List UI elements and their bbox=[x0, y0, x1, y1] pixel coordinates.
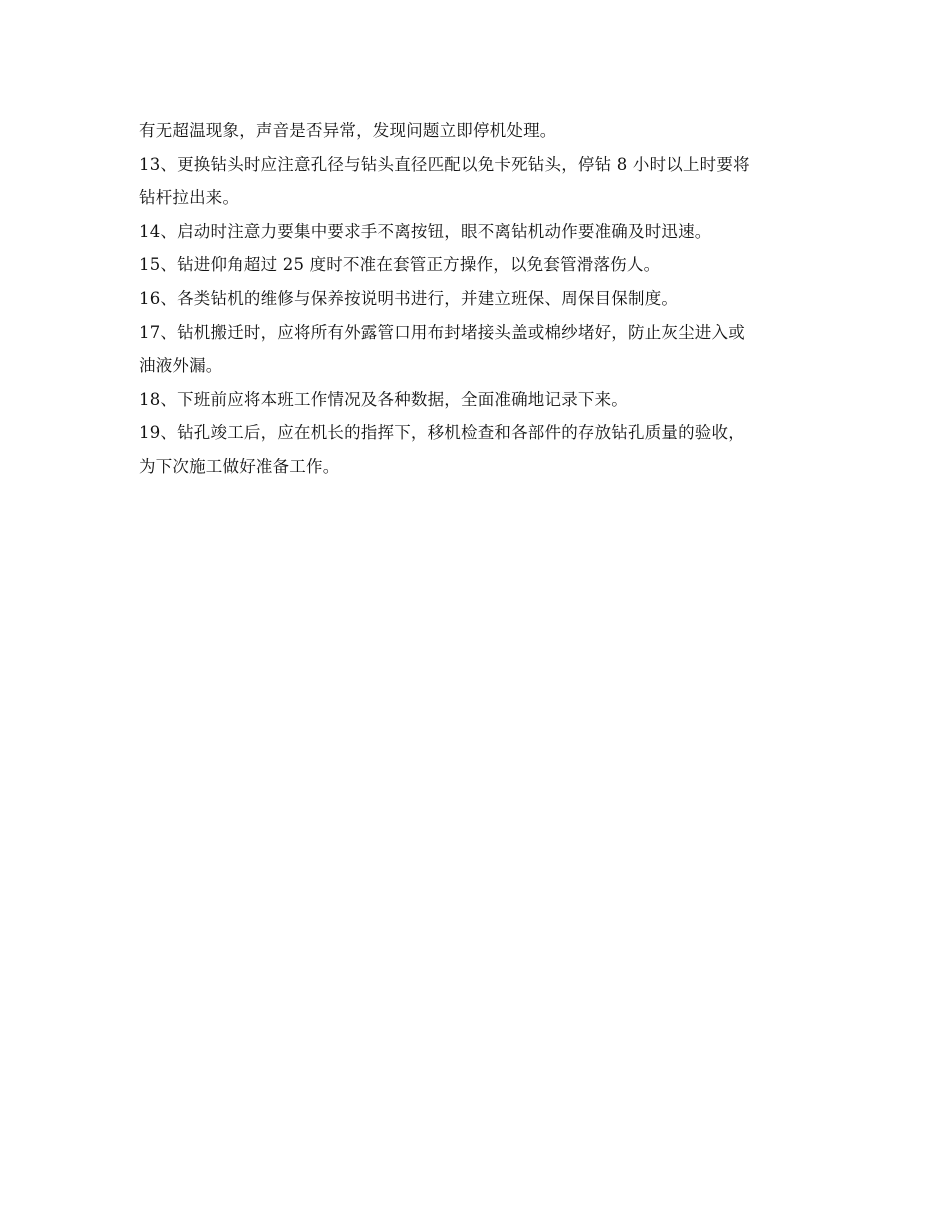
paragraph-line: 18、下班前应将本班工作情况及各种数据，全面准确地记录下来。 bbox=[139, 389, 628, 409]
paragraph-line: 15、钻进仰角超过 25 度时不准在套管正方操作，以免套管滑落伤人。 bbox=[139, 255, 661, 275]
paragraph-line: 为下次施工做好准备工作。 bbox=[139, 456, 340, 476]
paragraph-line: 油液外漏。 bbox=[139, 356, 223, 376]
paragraph-line: 钻杆拉出来。 bbox=[139, 188, 240, 208]
document-body bbox=[139, 114, 819, 484]
paragraph-line: 14、启动时注意力要集中要求手不离按钮，眼不离钻机动作要准确及时迅速。 bbox=[139, 221, 712, 241]
paragraph-line: 13、更换钻头时应注意孔径与钻头直径匹配以免卡死钻头，停钻 8 小时以上时要将 bbox=[139, 154, 750, 174]
paragraph-line: 19、钻孔竣工后，应在机长的指挥下，移机检查和各部件的存放钻孔质量的验收， bbox=[139, 423, 745, 443]
paragraph-line: 16、各类钻机的维修与保养按说明书进行，并建立班保、周保目保制度。 bbox=[139, 288, 679, 308]
paragraph-line: 有无超温现象，声音是否异常，发现问题立即停机处理。 bbox=[139, 121, 557, 140]
paragraph-line: 17、钻机搬迁时，应将所有外露管口用布封堵接头盖或棉纱堵好，防止灰尘进入或 bbox=[139, 322, 745, 342]
